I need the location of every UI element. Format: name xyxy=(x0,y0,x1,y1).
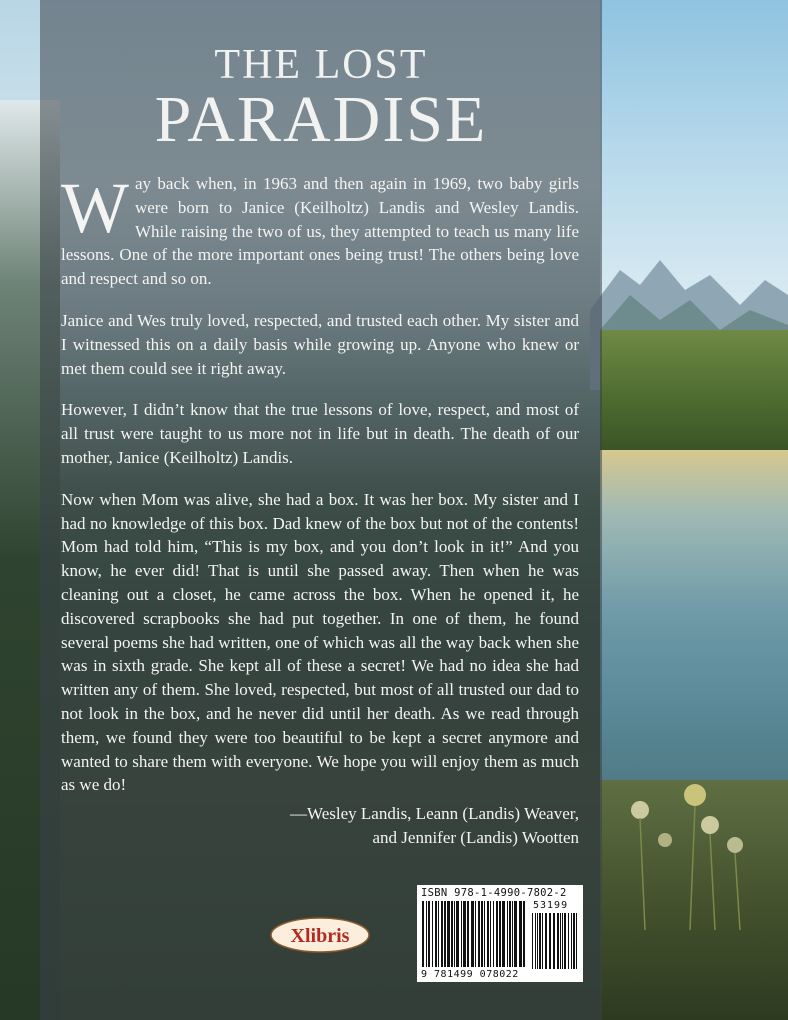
barcode xyxy=(417,885,583,982)
publisher-logo xyxy=(270,916,370,954)
barcode-digits: 9 781499 078022 xyxy=(421,969,519,980)
forest-right xyxy=(600,330,788,450)
title-line-2: PARADISE xyxy=(154,83,488,156)
paragraph-1-text: ay back when, in 1963 and then again in 1969, two baby girls were born to Janice (Keilholtz) Landis and Wesley Landis. While raising the two of us, they attempted to teach us many life lessons. One of the more important ones being trust! The others being love and respect and so on. xyxy=(61,174,579,289)
paragraph-1 xyxy=(61,168,579,291)
isbn-label: ISBN 978-1-4990-7802-2 xyxy=(421,887,567,899)
barcode-bars xyxy=(420,901,580,971)
signature xyxy=(290,802,579,850)
paragraph-4: Now when Mom was alive, she had a box. It was her box. My sister and I had no knowledge of this box. Dad knew of the box but not of the contents! Mom had told him, “This is my box, and you don’t look in it!” And you know, he ever did! That is until she passed away. Then when he was cleaning out a closet, he came across the box. When he opened it, he discovered scrapbooks she had put together. In one of them, he found several poems she had written, one of which was all the way back when she was in sixth grade. She kept all of these a secret! We had no idea she had written any of them. She loved, respected, but most of all trusted our dad to not look in the box, and he never did until her death. As we read through them, we found they were too beautiful to be kept a secret anymore and wanted to share them with everyone. We hope you will enjoy them as much as we do! xyxy=(61,489,579,795)
title-line-1: THE LOST xyxy=(214,42,428,88)
back-cover-text xyxy=(61,168,579,815)
publisher-logo-text: Xlibris xyxy=(290,925,350,947)
lake xyxy=(600,450,788,810)
addon-code: 53199 xyxy=(533,900,569,911)
drop-cap: W xyxy=(61,168,129,248)
paragraph-3: However, I didn’t know that the true lessons of love, respect, and most of all trust were taught to us more not in life but in death. The death of our mother, Janice (Keilholtz) Landis. xyxy=(61,400,579,467)
wildflowers xyxy=(610,770,780,930)
signature-line-1: —Wesley Landis, Leann (Landis) Weaver, xyxy=(290,804,579,823)
paragraph-2: Janice and Wes truly loved, respected, and trusted each other. My sister and I witnessed this on a daily basis while growing up. Anyone who knew or met them could see it right away. xyxy=(61,310,579,378)
signature-line-2: and Jennifer (Landis) Wootten xyxy=(372,828,579,847)
